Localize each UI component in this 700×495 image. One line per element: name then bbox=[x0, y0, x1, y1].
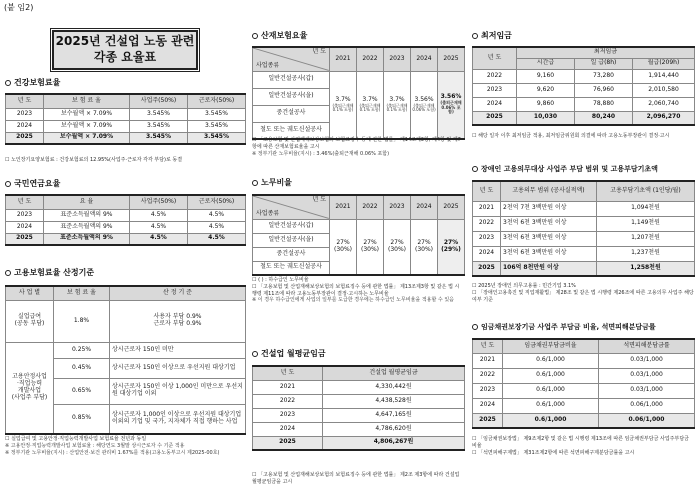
table-row: 2023 4,647,165원 bbox=[253, 408, 465, 422]
col-header: 고용부담기초액 (1인당/월) bbox=[597, 181, 695, 201]
wagebond-notes: ☐ 「임금채권보장법」 제9조제2항 및 같은 법 시행령 제13조에 따른 임금채권부담금 사업주부담금 비율 ☐ 「석면피해구제법」 제31조제2항에 따른 석면피해구제분담금률을 고시 bbox=[472, 436, 689, 456]
col-header: 월급(209h) bbox=[633, 58, 695, 69]
col-header: 보 험 료 율 bbox=[44, 94, 130, 108]
circle-bullet-icon bbox=[472, 33, 478, 39]
col-header: 2022 bbox=[357, 195, 384, 219]
table-row: 2024 3천억 6천 3백만원 이상 1,237천원 bbox=[473, 246, 695, 261]
table-row: 철도 또는 궤도신설공사 bbox=[253, 261, 465, 275]
col-header: 년 도 bbox=[6, 195, 44, 209]
employment-table bbox=[5, 285, 246, 435]
table-row: 0.65% 상시근로자 150인 이상 1,000인 미만으로 우선지원 대상기업 이외 bbox=[6, 378, 246, 404]
col-header: 2022 bbox=[357, 47, 384, 71]
table-row: 2022 3천억 6천 3백만원 이상 1,149천원 bbox=[473, 216, 695, 231]
col-header: 건설업 월평균임금 bbox=[323, 366, 465, 380]
disability-notes: ☐ 2025년 장애인 의무고용률 : 민간기업 3.1% ☐ 「장애인고용촉진 및 직업재활법」 제28조 및 같은 법 시행령 제26조에 따른 고용의무 사업주 해당 여부 기준 bbox=[472, 283, 694, 303]
col-header: 2024 bbox=[411, 195, 438, 219]
table-row: 2022 4,438,528원 bbox=[253, 394, 465, 408]
col-header: 시간급 bbox=[517, 58, 575, 69]
table-row: 실업급여 (공동 부담) 1.8% 사용자 부담 0.9% 근로자 부담 0.9% bbox=[6, 300, 246, 342]
appendix-label: (붙 임2) bbox=[4, 3, 34, 12]
table-row: 일반건설공사(갑) 3.7% (출퇴근재해 0.1% 포함) 3.7% (출퇴근재해 0.1% 포함) 3.7% (출퇴근재해 0.1% 포함) 3.56% (출퇴근재해 0.06% 포함) 3.56% (출퇴근재해 0.06% 포함) bbox=[253, 71, 465, 88]
employment-notes: ☐ 실업급여 및 고용안정·직업능력개발사업 보험료율 전년과 동일 ※ 고용안정·직업능력개발사업 보험료율 : 해당연도 3월말 상시근로자 수 기준 적용 ※ 정부기관 노무비율(지시) : 산업안전·보건 관리비 1.67%를 적용(고용노동부고시 제2025-00호) bbox=[5, 436, 220, 456]
diagonal-header: 년 도 사업종류 bbox=[253, 195, 330, 219]
col-header: 사업주(50%) bbox=[130, 195, 188, 209]
col-header: 2023 bbox=[384, 47, 411, 71]
health-note: ☐ 노인장기요양보험료 : 건강보험료의 12.95%(사업주·근로자 각각 부담)로 동결 bbox=[5, 157, 183, 163]
table-row: 일반건설공사(갑) 27% (30%) 27% (30%) 27% (30%) 27% (30%) 27% (29%) bbox=[253, 219, 465, 233]
table-row: 2023 표준소득월액의 9% 4.5% 4.5% bbox=[6, 209, 246, 221]
minwage-table bbox=[472, 46, 695, 126]
table-row: 0.85% 상시근로자 1,000인 이상으로 우선지원 대상기업 이외의 기업 및 국가, 지자체가 직접 행하는 사업 bbox=[6, 404, 246, 434]
circle-bullet-icon bbox=[252, 351, 258, 357]
labor-heading: 노무비율 bbox=[252, 178, 292, 187]
table-row: 2022 0.6/1,000 0.03/1,000 bbox=[473, 368, 695, 383]
disability-heading: 장애인 고용의무대상 사업주 부담 범위 및 고용부담기초액 bbox=[472, 165, 658, 173]
table-row: 2024 9,860 78,880 2,060,740 bbox=[473, 97, 695, 111]
table-row: 중건설공사 bbox=[253, 105, 465, 122]
col-header: 년 도 bbox=[473, 47, 517, 69]
col-header: 2021 bbox=[330, 195, 357, 219]
title-line-2: 각종 요율표 bbox=[93, 50, 157, 64]
circle-bullet-icon bbox=[5, 80, 11, 86]
table-row: 2025 4,806,267원 bbox=[253, 436, 465, 450]
col-header: 근로자(50%) bbox=[188, 94, 246, 108]
unemployment-label: 실업급여 (공동 부담) bbox=[6, 300, 54, 342]
col-header: 근로자(50%) bbox=[188, 195, 246, 209]
industrial-heading: 산재보험요율 bbox=[252, 31, 307, 40]
table-row: 일반건설공사(을) bbox=[253, 233, 465, 247]
col-header: 임금채권부담금비율 bbox=[503, 339, 599, 353]
wagebond-table bbox=[472, 338, 695, 429]
table-row: 2023 보수월액 × 7.09% 3.545% 3.545% bbox=[6, 108, 246, 120]
wage-table bbox=[252, 365, 465, 451]
labor-table bbox=[252, 194, 465, 276]
pension-table bbox=[5, 194, 246, 246]
col-header: 년 도 bbox=[473, 339, 503, 353]
wage-note: ☐ 「고용보험 및 산업재해보상보험의 보험료징수 등에 관한 법률」 제2조 제3항에 따라 건설업 월평균임금을 고시 bbox=[252, 472, 460, 485]
table-row: 2021 4,330,442원 bbox=[253, 380, 465, 394]
table-row: 철도 또는 궤도신설공사 bbox=[253, 122, 465, 139]
employment-heading: 고용보험료율 산정기준 bbox=[5, 268, 94, 277]
col-header: 2025 bbox=[438, 195, 465, 219]
col-header: 사 업 별 bbox=[6, 286, 54, 300]
wagebond-heading: 임금채권보장기금 사업주 부담금 비율, 석면피해분담금률 bbox=[472, 323, 656, 331]
health-table bbox=[5, 93, 246, 145]
col-header: 2024 bbox=[411, 47, 438, 71]
col-header: 석면피해분담금률 bbox=[599, 339, 695, 353]
col-header: 년 도 bbox=[6, 94, 44, 108]
labor-notes: ☐ ( ) : 하수급인 노무비율 ☐ 「고용보험 및 산업재해보상보험의 보험료징수 등에 관한 법률」 제13조제3항 및 같은 법 시행령 제11조에 따라 고용노동부장관이 결정·고시하는 노무비율 ※ 이 경우 하수급인에게 사업의 일부를 도급한 경우에는 하수급인 노무비율을 적용할 수 있음 bbox=[252, 277, 460, 304]
col-header: 보 험 료 율 bbox=[54, 286, 110, 300]
table-row: 2023 0.6/1,000 0.03/1,000 bbox=[473, 383, 695, 398]
col-header: 고용의무 범위 (공사실적액) bbox=[501, 181, 597, 201]
document-title bbox=[52, 30, 198, 70]
table-row: 2023 3천억 6천 3백만원 이상 1,207천원 bbox=[473, 231, 695, 246]
table-row: 2025 보수월액 × 7.09% 3.545% 3.545% bbox=[6, 132, 246, 144]
circle-bullet-icon bbox=[252, 180, 258, 186]
col-header: 산 정 기 준 bbox=[110, 286, 246, 300]
stability-label: 고용안정사업 ·직업능력 개발사업 (사업주 부담) bbox=[6, 342, 54, 434]
col-header: 사업주(50%) bbox=[130, 94, 188, 108]
table-row: 2023 9,620 76,960 2,010,580 bbox=[473, 83, 695, 97]
col-header: 일 급(8h) bbox=[575, 58, 633, 69]
table-row: 2024 0.6/1,000 0.06/1,000 bbox=[473, 398, 695, 413]
col-header: 년 도 bbox=[473, 181, 501, 201]
table-row: 2025 표준소득월액의 9% 4.5% 4.5% bbox=[6, 233, 246, 245]
table-row: 일반건설공사(을) bbox=[253, 88, 465, 105]
table-row: 2022 9,160 73,280 1,914,440 bbox=[473, 69, 695, 83]
table-row: 2025 106억 8천만원 이상 1,258천원 bbox=[473, 261, 695, 276]
col-header: 2021 bbox=[330, 47, 357, 71]
col-header: 요 율 bbox=[44, 195, 130, 209]
table-row: 2024 4,786,620원 bbox=[253, 422, 465, 436]
col-header: 2025 bbox=[438, 47, 465, 71]
minwage-heading: 최저임금 bbox=[472, 31, 512, 40]
pension-heading: 국민연금요율 bbox=[5, 179, 60, 188]
col-header: 최저임금 bbox=[517, 47, 695, 58]
disability-table bbox=[472, 180, 695, 277]
diagonal-header: 년 도 사업종류 bbox=[253, 47, 330, 71]
col-header: 년 도 bbox=[253, 366, 323, 380]
table-row: 0.45% 상시근로자 150인 이상으로 우선지원 대상기업 bbox=[6, 358, 246, 378]
circle-bullet-icon bbox=[252, 33, 258, 39]
health-heading: 건강보험료율 bbox=[5, 78, 60, 87]
col-header: 2023 bbox=[384, 195, 411, 219]
table-row: 2021 2천억 7천 3백만원 이상 1,094천원 bbox=[473, 201, 695, 216]
circle-bullet-icon bbox=[472, 166, 478, 172]
table-row: 2025 0.6/1,000 0.06/1,000 bbox=[473, 413, 695, 428]
industrial-notes: ☐ 「고용보험 및 산업재해보상보험의 보험료징수 등에 관한 법률」 제14조제3항, 제4항 및 제7항에 따른 산재보험료율을 고시 ※ 정부기관 노무비율(지시) : 3.46%(출퇴근재해 0.06% 포함) bbox=[252, 137, 461, 157]
table-row: 2021 0.6/1,000 0.03/1,000 bbox=[473, 353, 695, 368]
table-row: 2024 표준소득월액의 9% 4.5% 4.5% bbox=[6, 221, 246, 233]
table-row: 2025 10,030 80,240 2,096,270 bbox=[473, 111, 695, 125]
industrial-table bbox=[252, 46, 465, 140]
circle-bullet-icon bbox=[472, 324, 478, 330]
table-row: 중건설공사 bbox=[253, 247, 465, 261]
minwage-note: ☐ 해당 일자 이후 최저임금 적용, 최저임금위원회 의결에 따라 고용노동부장관이 결정·고시 bbox=[472, 133, 670, 139]
title-line-1: 2025년 건설업 노동 관련 bbox=[55, 34, 195, 49]
circle-bullet-icon bbox=[5, 181, 11, 187]
wage-heading: 건설업 월평균임금 bbox=[252, 349, 326, 358]
circle-bullet-icon bbox=[5, 270, 11, 276]
table-row: 2024 보수월액 × 7.09% 3.545% 3.545% bbox=[6, 120, 246, 132]
table-row: 고용안정사업 ·직업능력 개발사업 (사업주 부담) 0.25% 상시근로자 150인 미만 bbox=[6, 342, 246, 358]
